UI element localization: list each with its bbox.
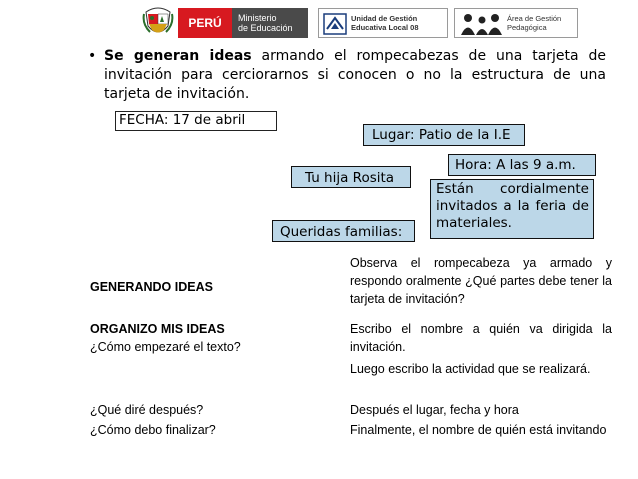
piece-hija: Tu hija Rosita [291,166,411,188]
intro-lead: Se generan ideas [104,48,252,64]
organizo-text2: Luego escribo la actividad que se realizará. [350,362,591,376]
bullet-marker: • [88,48,97,64]
finalizar-question: ¿Cómo debo finalizar? [90,423,216,437]
ugel-text [351,14,419,32]
intro-paragraph [88,47,607,104]
ministerio-logo [232,8,308,38]
coat-of-arms-icon [142,6,174,38]
organizo-label: ORGANIZO MIS IDEAS [90,322,225,336]
piece-fecha: FECHA: 17 de abril [115,111,277,131]
agp-line2: Pedagógica [507,23,547,32]
peru-label: PERÚ [188,16,222,30]
ugel-line2: Educativa Local 08 [351,23,419,32]
intro-rest: armando el rompecabezas de una tarjeta de invitación para cerciorarnos si conocen o no la estructura de una tarjeta de invitación. [104,48,607,102]
organizo-text1: Escribo el nombre a quién va dirigida la invitación. [350,322,612,354]
ugel-emblem-icon [323,13,347,35]
organizo-question: ¿Cómo empezaré el texto? [90,340,241,354]
piece-lugar: Lugar: Patio de la I.E [363,124,525,146]
piece-saludo: Queridas familias: [272,220,415,242]
ministerio-line1: Ministerio [238,13,277,23]
piece-invitacion: Están cordialmente invitados a la feria de materiales. [430,179,594,239]
area-gestion-logo [454,8,578,38]
ministerio-line2: de Educación [238,23,293,33]
generando-label: GENERANDO IDEAS [90,280,213,294]
peru-logo [178,8,232,38]
finalizar-text: Finalmente, el nombre de quién está invitando [350,423,607,437]
agp-line1: Área de Gestión [507,14,562,23]
despues-question: ¿Qué diré después? [90,403,204,417]
piece-hora: Hora: A las 9 a.m. [448,154,596,176]
ugel-logo [318,8,448,38]
despues-text: Después el lugar, fecha y hora [350,403,519,417]
header-logos [142,6,592,40]
people-emblem-icon [458,12,504,36]
generando-text: Observa el rompecabeza ya armado y respondo oralmente ¿Qué partes debe tener la tarjeta de invitación? [350,256,612,306]
ugel-line1: Unidad de Gestión [351,14,418,23]
agp-text [507,14,561,32]
